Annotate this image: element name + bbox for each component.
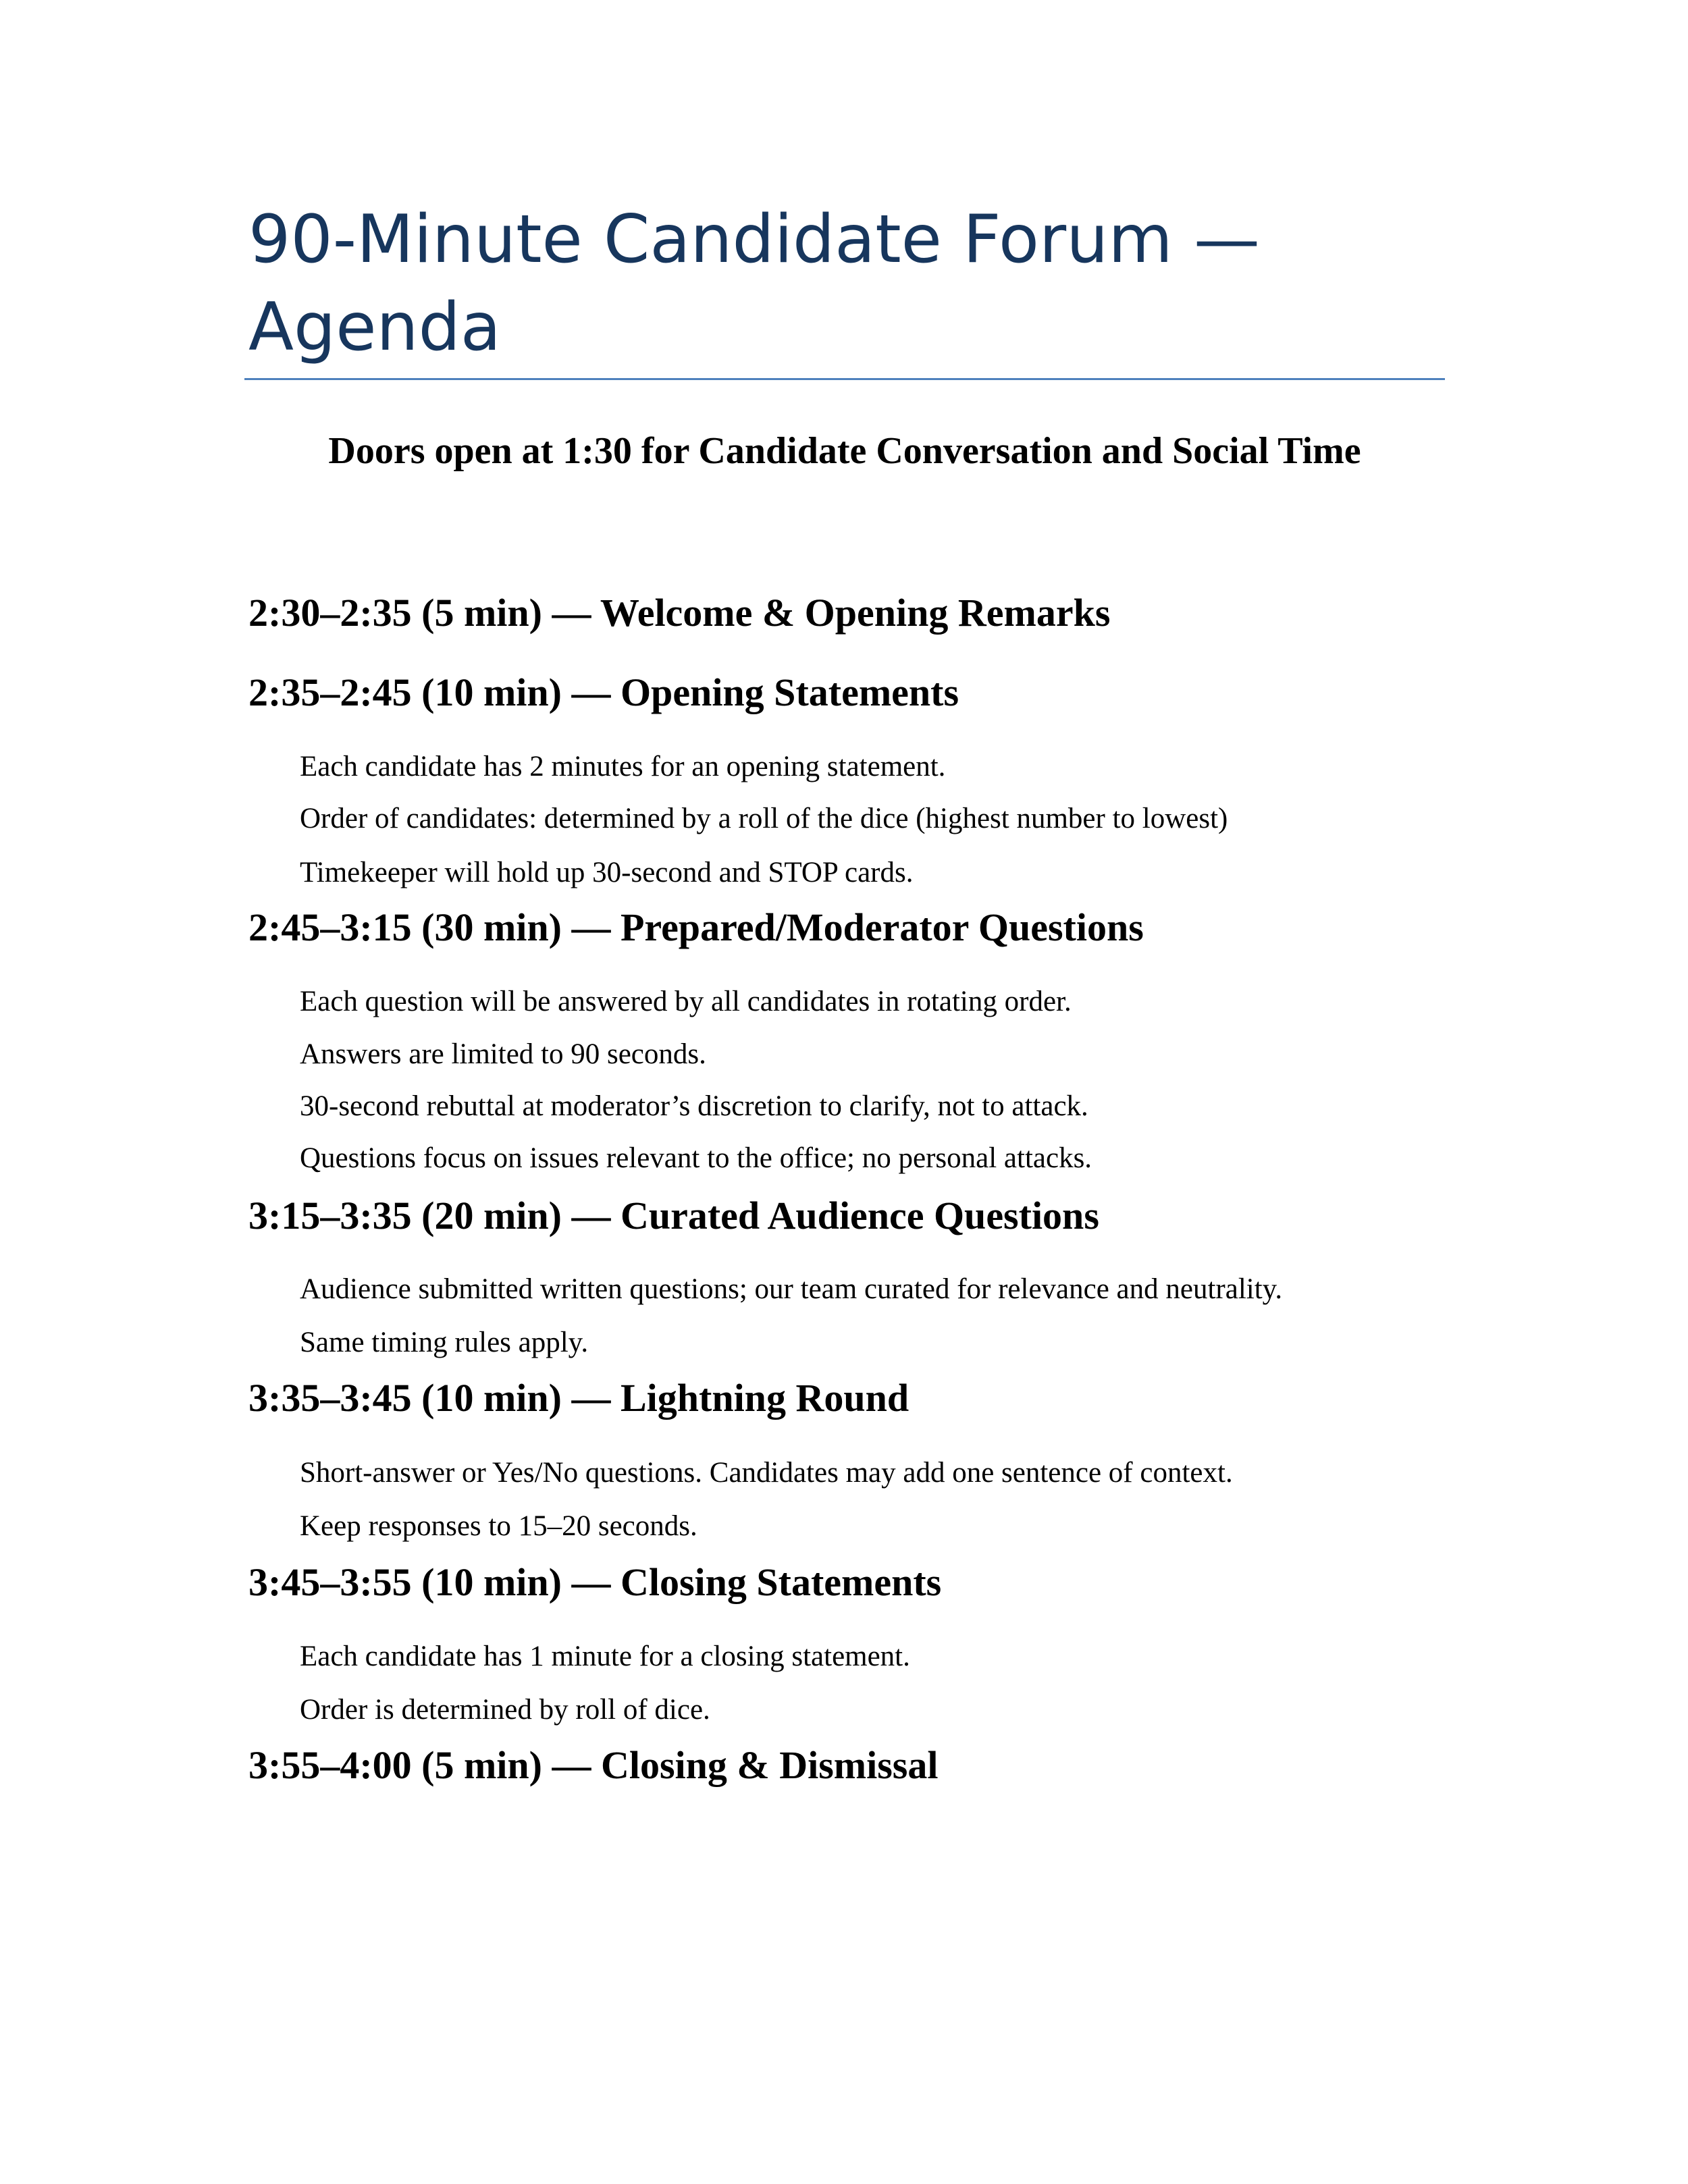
agenda-note: Short-answer or Yes/No questions. Candidates may add one sentence of context. — [300, 1457, 1233, 1489]
title-underline — [244, 378, 1445, 380]
agenda-slot-heading: 2:45–3:15 (30 min) — Prepared/Moderator Questions — [248, 905, 1144, 949]
agenda-slot-heading: 2:30–2:35 (5 min) — Welcome & Opening Remarks — [248, 591, 1111, 635]
agenda-note: Each question will be answered by all candidates in rotating order. — [300, 986, 1072, 1017]
agenda-note: Answers are limited to 90 seconds. — [300, 1038, 706, 1070]
agenda-note: Order is determined by roll of dice. — [300, 1694, 710, 1726]
doors-open-notice: Doors open at 1:30 for Candidate Conversation and Social Time — [328, 430, 1361, 472]
agenda-note: Audience submitted written questions; our team curated for relevance and neutrality. — [300, 1273, 1283, 1305]
agenda-note: Each candidate has 2 minutes for an opening statement. — [300, 751, 946, 782]
agenda-slot-heading: 3:45–3:55 (10 min) — Closing Statements — [248, 1560, 942, 1604]
agenda-slot-heading: 3:55–4:00 (5 min) — Closing & Dismissal — [248, 1743, 939, 1787]
agenda-note: Each candidate has 1 minute for a closing statement. — [300, 1641, 910, 1672]
agenda-note: Timekeeper will hold up 30-second and STOP cards. — [300, 857, 914, 888]
agenda-note: Questions focus on issues relevant to the office; no personal attacks. — [300, 1142, 1092, 1174]
agenda-slot-heading: 2:35–2:45 (10 min) — Opening Statements — [248, 670, 959, 714]
agenda-slot-heading: 3:15–3:35 (20 min) — Curated Audience Questions — [248, 1194, 1099, 1237]
agenda-note: Keep responses to 15–20 seconds. — [300, 1510, 697, 1542]
agenda-note: 30-second rebuttal at moderator’s discretion to clarify, not to attack. — [300, 1090, 1088, 1122]
agenda-note: Order of candidates: determined by a roll of the dice (highest number to lowest) — [300, 803, 1228, 834]
agenda-note: Same timing rules apply. — [300, 1327, 589, 1358]
agenda-slot-heading: 3:35–3:45 (10 min) — Lightning Round — [248, 1376, 909, 1420]
page-title: 90-Minute Candidate Forum — Agenda — [248, 201, 1260, 366]
